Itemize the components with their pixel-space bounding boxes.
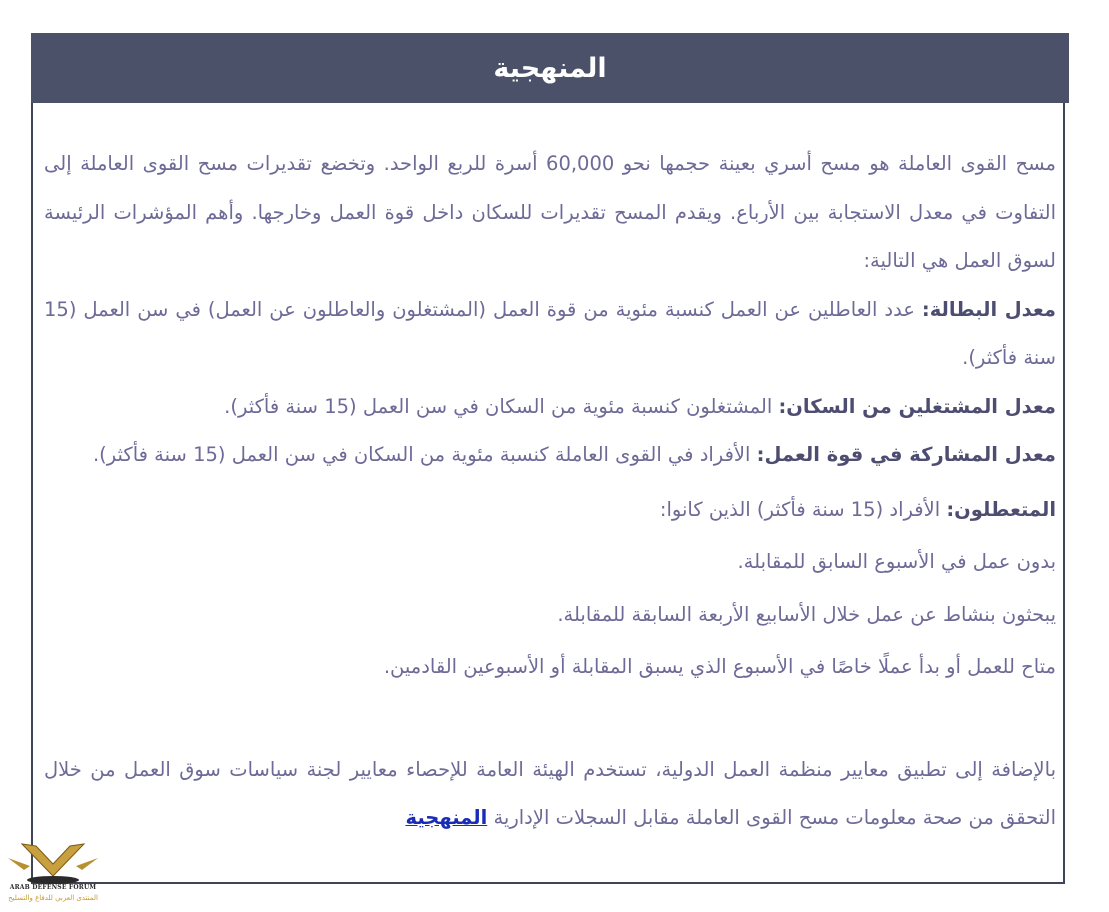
panel-header	[31, 33, 1069, 103]
definition-text: الأفراد في القوى العاملة كنسبة مئوية من السكان في سن العمل (15 سنة فأكثر).	[92, 443, 757, 466]
watermark-line1: ARAB DEFENSE FORUM	[9, 884, 97, 891]
definition-employment-to-population	[44, 383, 1056, 432]
definition-term: معدل المشتغلين من السكان:	[778, 394, 1056, 418]
definition-text: الأفراد (15 سنة فأكثر) الذين كانوا:	[659, 497, 947, 521]
definition-labor-force-participation	[44, 431, 1056, 480]
definition-term: المتعطلون:	[946, 497, 1056, 521]
closing-text: بالإضافة إلى تطبيق معايير منظمة العمل الدولية، تستخدم الهيئة العامة للإحصاء معايير لجنة سياسات سوق العمل من خلال التحقق من صحة معلومات مسح القوى العاملة مقابل السجلات الإدارية	[44, 757, 1056, 829]
definition-term: معدل المشاركة في قوة العمل:	[756, 443, 1056, 466]
forum-logo-icon	[0, 836, 106, 886]
definition-text: المشتغلون كنسبة مئوية من السكان في سن العمل (15 سنة فأكثر).	[224, 394, 779, 418]
page-title: المنهجية	[493, 52, 607, 84]
condition-item: متاح للعمل أو بدأ عملًا خاصًا في الأسبوع الذي يسبق المقابلة أو الأسبوعين القادمين.	[383, 655, 1056, 678]
definition-term: معدل البطالة:	[921, 297, 1056, 321]
condition-item: يبحثون بنشاط عن عمل خلال الأسابيع الأربعة السابقة للمقابلة.	[557, 602, 1056, 626]
forum-watermark	[0, 836, 106, 912]
intro-paragraph: مسح القوى العاملة هو مسح أسري بعينة حجمها نحو 60,000 أسرة للربع الواحد. وتخضع تقديرات مسح القوى العاملة إلى التفاوت في معدل الاستجابة بين الأرباع. ويقدم المسح تقديرات للسكان داخل قوة العمل وخارجها. وأهم المؤشرات الرئيسة لسوق العمل هي التالية:	[44, 152, 1056, 272]
methodology-content	[44, 140, 1056, 843]
definition-text: عدد العاطلين عن العمل كنسبة مئوية من قوة العمل (المشتغلون والعاطلون عن العمل) في سن العمل (15 سنة فأكثر).	[44, 297, 1056, 369]
methodology-link[interactable]: المنهجية	[405, 806, 488, 829]
definition-unemployed	[44, 486, 1056, 535]
closing-paragraph	[44, 746, 1056, 843]
definition-unemployment-rate	[44, 286, 1056, 383]
watermark-line2: المنتدى العربي للدفاع والتسليح	[8, 894, 98, 902]
condition-item: بدون عمل في الأسبوع السابق للمقابلة.	[737, 550, 1056, 573]
